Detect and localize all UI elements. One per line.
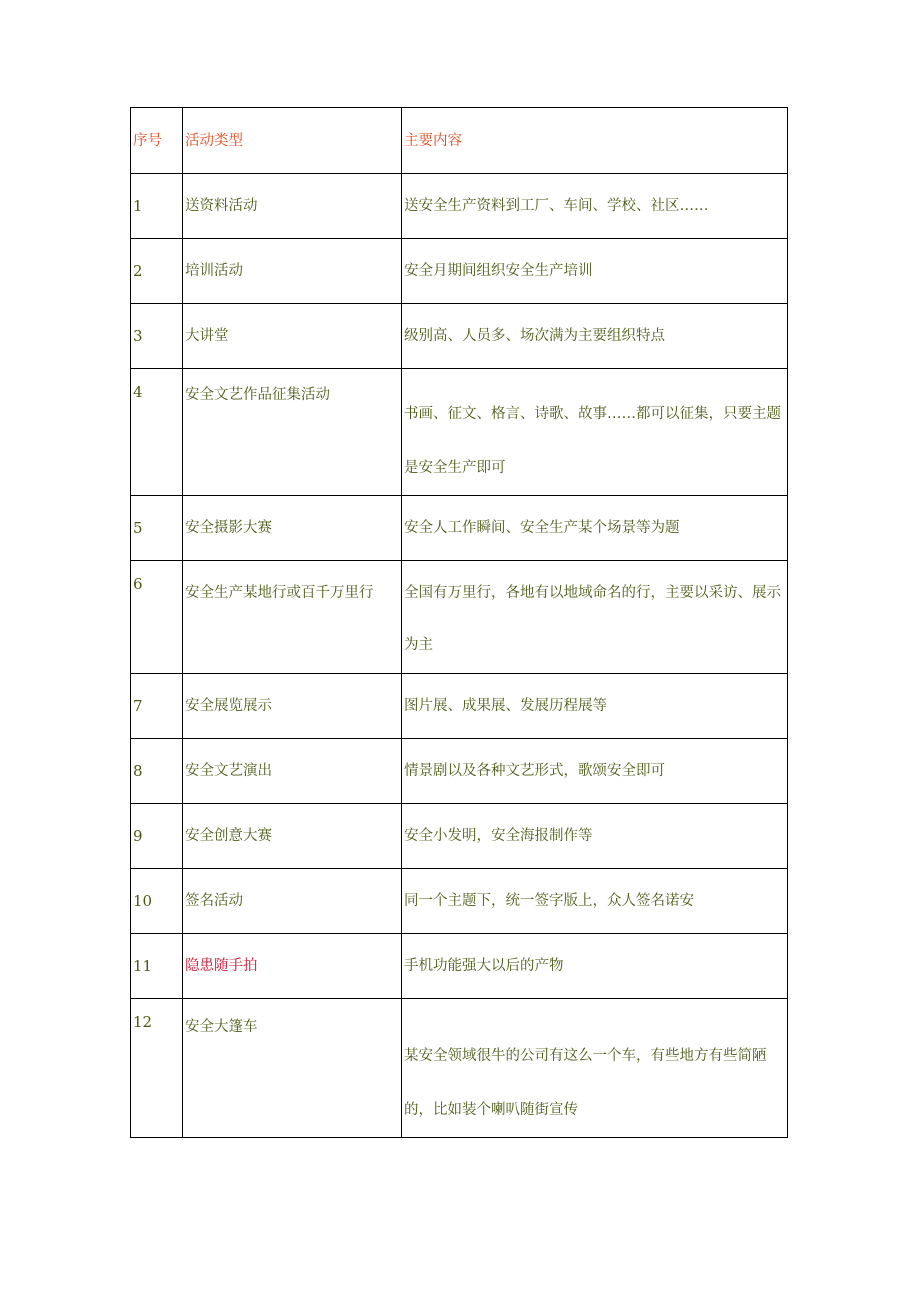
row-content: 送安全生产资料到工厂、车间、学校、社区……	[404, 198, 709, 214]
table-row	[131, 999, 788, 1138]
row-index: 8	[133, 762, 143, 780]
table-row	[131, 739, 788, 804]
table-row	[131, 369, 788, 496]
row-type: 安全文艺演出	[185, 763, 272, 779]
row-type: 安全摄影大赛	[185, 520, 272, 536]
row-content: 全国有万里行，各地有以地域命名的行，主要以采访、展示为主	[404, 585, 781, 653]
table-row	[131, 804, 788, 869]
row-content: 情景剧以及各种文艺形式，歌颂安全即可	[404, 763, 665, 779]
table-row	[131, 869, 788, 934]
row-index: 6	[133, 575, 143, 593]
row-content: 图片展、成果展、发展历程展等	[404, 698, 607, 714]
table-row	[131, 674, 788, 739]
row-index: 5	[133, 519, 143, 537]
table-row	[131, 561, 788, 674]
row-type: 安全生产某地行或百千万里行	[185, 585, 374, 601]
table-row	[131, 934, 788, 999]
row-content: 安全人工作瞬间、安全生产某个场景等为题	[404, 520, 680, 536]
row-type: 安全大篷车	[185, 1019, 258, 1035]
row-content: 手机功能强大以后的产物	[404, 958, 564, 974]
header-index: 序号	[133, 133, 162, 149]
row-index: 7	[133, 697, 143, 715]
header-content: 主要内容	[404, 133, 462, 149]
header-type-cell	[183, 108, 402, 174]
activity-table	[130, 107, 788, 1138]
row-type: 安全文艺作品征集活动	[185, 387, 330, 403]
row-index: 10	[133, 892, 153, 910]
row-content: 安全月期间组织安全生产培训	[404, 263, 593, 279]
row-content: 同一个主题下，统一签字版上，众人签名诺安	[404, 893, 694, 909]
row-type: 签名活动	[185, 893, 243, 909]
row-type: 隐患随手拍	[185, 958, 258, 974]
table-row	[131, 304, 788, 369]
row-type: 安全展览展示	[185, 698, 272, 714]
header-index-cell	[131, 108, 183, 174]
row-type: 培训活动	[185, 263, 243, 279]
row-index: 9	[133, 827, 143, 845]
table-row	[131, 496, 788, 561]
table-header-row	[131, 108, 788, 174]
row-content: 某安全领域很牛的公司有这么一个车，有些地方有些简陋的，比如装个喇叭随街宣传	[404, 1048, 767, 1118]
row-content: 安全小发明，安全海报制作等	[404, 828, 593, 844]
row-index: 12	[133, 1013, 153, 1031]
row-type: 送资料活动	[185, 198, 258, 214]
row-type: 安全创意大赛	[185, 828, 272, 844]
row-type: 大讲堂	[185, 328, 229, 344]
table-row	[131, 239, 788, 304]
row-index: 2	[133, 262, 143, 280]
row-content: 级别高、人员多、场次满为主要组织特点	[404, 328, 665, 344]
header-content-cell	[402, 108, 788, 174]
row-index: 3	[133, 327, 143, 345]
table-row	[131, 174, 788, 239]
row-content: 书画、征文、格言、诗歌、故事……都可以征集，只要主题是安全生产即可	[404, 406, 781, 476]
row-index: 11	[133, 957, 153, 975]
row-index: 1	[133, 197, 143, 215]
header-type: 活动类型	[185, 133, 243, 149]
row-index: 4	[133, 383, 143, 401]
